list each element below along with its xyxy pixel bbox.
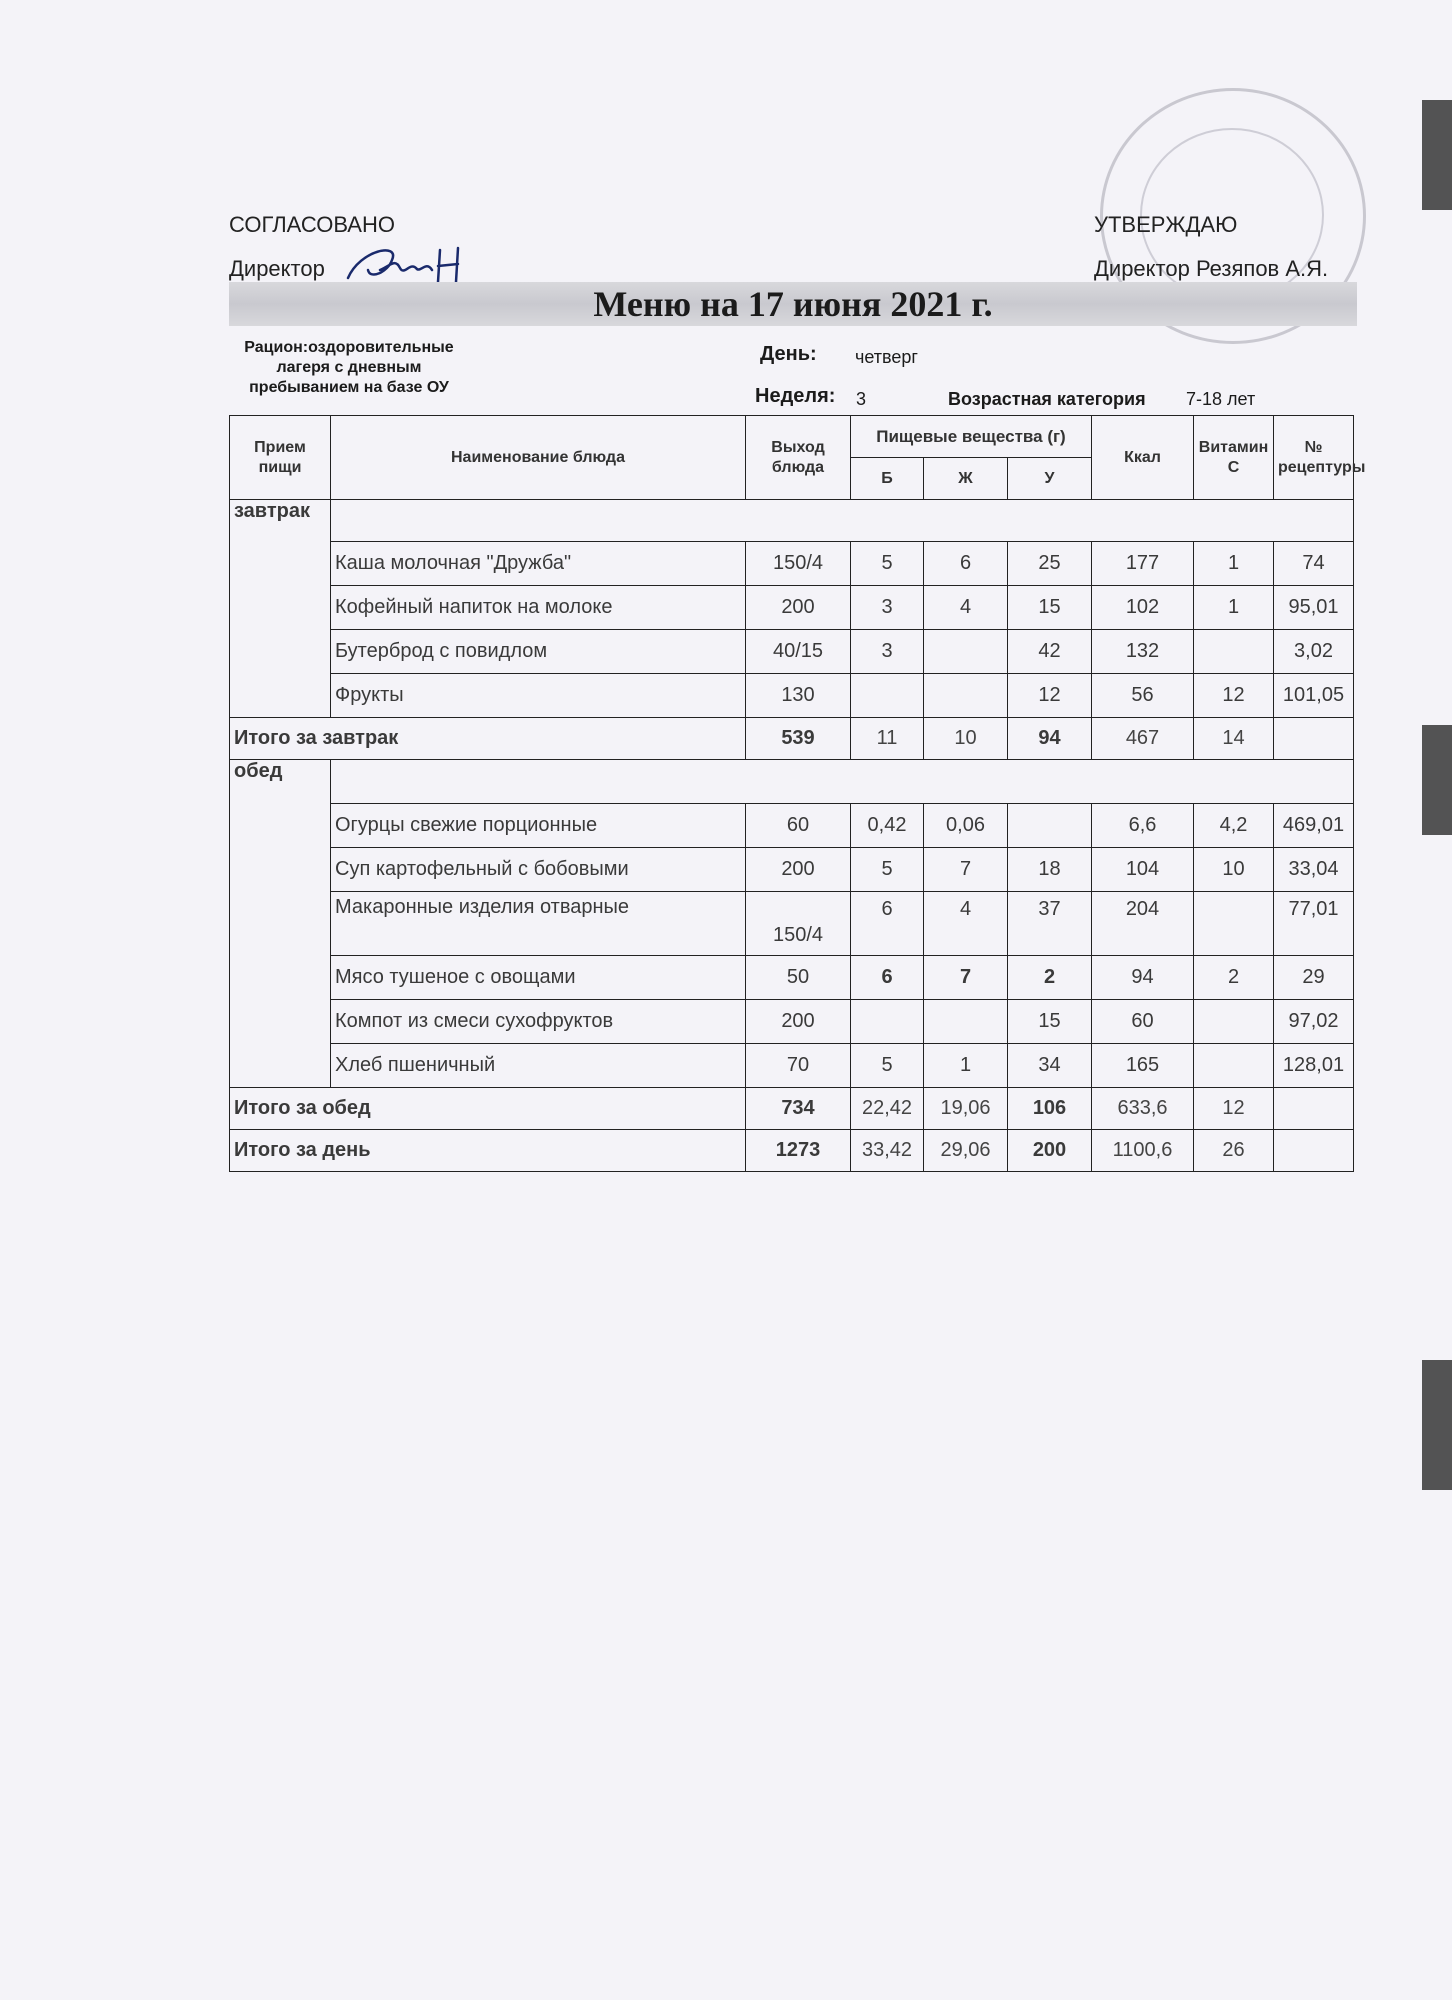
- fat-cell: 10: [924, 718, 1008, 760]
- age-category-value: 7-18 лет: [1186, 389, 1256, 409]
- yield-cell: 200: [746, 848, 851, 892]
- yield-cell: 50: [746, 956, 851, 1000]
- carb-cell: 94: [1008, 718, 1092, 760]
- vitc-cell: 4,2: [1194, 804, 1274, 848]
- recipe-cell: [1274, 1130, 1354, 1172]
- yield-cell: 70: [746, 1044, 851, 1088]
- col-vitc-header: Витамин С: [1194, 416, 1274, 500]
- protein-cell: 33,42: [851, 1130, 924, 1172]
- dish-name: Кофейный напиток на молоке: [331, 586, 746, 630]
- carb-cell: 37: [1008, 892, 1092, 956]
- table-row: [230, 848, 1354, 892]
- carb-cell: 15: [1008, 586, 1092, 630]
- yield-cell: 130: [746, 674, 851, 718]
- kcal-cell: 94: [1092, 956, 1194, 1000]
- yield-cell: 40/15: [746, 630, 851, 674]
- total-label: Итого за завтрак: [230, 718, 746, 760]
- recipe-cell: 101,05: [1274, 674, 1354, 718]
- vitc-cell: [1194, 892, 1274, 956]
- age-category-label: Возрастная категория: [948, 389, 1146, 409]
- recipe-cell: 3,02: [1274, 630, 1354, 674]
- recipe-cell: 469,01: [1274, 804, 1354, 848]
- kcal-cell: 56: [1092, 674, 1194, 718]
- protein-cell: 6: [851, 892, 924, 956]
- day-label: День:: [760, 343, 817, 365]
- fat-cell: [924, 674, 1008, 718]
- protein-cell: [851, 674, 924, 718]
- recipe-cell: 29: [1274, 956, 1354, 1000]
- protein-cell: 5: [851, 848, 924, 892]
- recipe-cell: 128,01: [1274, 1044, 1354, 1088]
- carb-cell: 106: [1008, 1088, 1092, 1130]
- kcal-cell: 165: [1092, 1044, 1194, 1088]
- dish-name: Фрукты: [331, 674, 746, 718]
- table-row: [230, 1044, 1354, 1088]
- recipe-cell: 33,04: [1274, 848, 1354, 892]
- table-row: [230, 586, 1354, 630]
- fat-cell: 19,06: [924, 1088, 1008, 1130]
- total-label: Итого за обед: [230, 1088, 746, 1130]
- protein-cell: 3: [851, 630, 924, 674]
- vitc-cell: 10: [1194, 848, 1274, 892]
- col-kcal-header: Ккал: [1092, 416, 1194, 500]
- day-value: четверг: [855, 347, 918, 367]
- kcal-cell: 633,6: [1092, 1088, 1194, 1130]
- col-recipe-header: № рецептуры: [1274, 416, 1354, 500]
- ration-line: пребыванием на базе ОУ: [249, 379, 449, 396]
- confirm-label: УТВЕРЖДАЮ: [1094, 212, 1238, 237]
- vitc-cell: [1194, 1000, 1274, 1044]
- vitc-cell: 12: [1194, 1088, 1274, 1130]
- kcal-cell: 177: [1092, 542, 1194, 586]
- table-row: [230, 630, 1354, 674]
- kcal-cell: 104: [1092, 848, 1194, 892]
- dish-name: Макаронные изделия отварные: [331, 892, 746, 956]
- fat-cell: 29,06: [924, 1130, 1008, 1172]
- yield-cell: 539: [746, 718, 851, 760]
- carb-cell: 42: [1008, 630, 1092, 674]
- dish-name: Огурцы свежие порционные: [331, 804, 746, 848]
- fat-cell: 4: [924, 586, 1008, 630]
- kcal-cell: 204: [1092, 892, 1194, 956]
- fat-cell: 0,06: [924, 804, 1008, 848]
- kcal-cell: 60: [1092, 1000, 1194, 1044]
- week-value: 3: [856, 389, 867, 409]
- breakfast-total-row: [230, 718, 1354, 760]
- recipe-cell: 77,01: [1274, 892, 1354, 956]
- recipe-cell: 97,02: [1274, 1000, 1354, 1044]
- yield-cell: 734: [746, 1088, 851, 1130]
- protein-cell: 3: [851, 586, 924, 630]
- table-row: [230, 542, 1354, 586]
- fat-cell: 4: [924, 892, 1008, 956]
- section-spacer: [331, 500, 1354, 542]
- recipe-cell: 95,01: [1274, 586, 1354, 630]
- total-label: Итого за день: [230, 1130, 746, 1172]
- carb-cell: 200: [1008, 1130, 1092, 1172]
- yield-cell: 150/4: [746, 542, 851, 586]
- kcal-cell: 102: [1092, 586, 1194, 630]
- yield-cell: 60: [746, 804, 851, 848]
- dish-name: Хлеб пшеничный: [331, 1044, 746, 1088]
- dish-name: Каша молочная "Дружба": [331, 542, 746, 586]
- col-meal-header: Прием пищи: [230, 416, 331, 500]
- carb-cell: 18: [1008, 848, 1092, 892]
- vitc-cell: 1: [1194, 542, 1274, 586]
- vitc-cell: 26: [1194, 1130, 1274, 1172]
- yield-cell: 150/4: [746, 892, 851, 956]
- dish-name: Компот из смеси сухофруктов: [331, 1000, 746, 1044]
- page-title: Меню на 17 июня 2021 г.: [229, 282, 1357, 326]
- protein-cell: [851, 1000, 924, 1044]
- kcal-cell: 467: [1092, 718, 1194, 760]
- fat-cell: 7: [924, 848, 1008, 892]
- ration-line: Рацион:оздоровительные: [244, 339, 454, 356]
- table-row: [230, 804, 1354, 848]
- scan-edge-mark: [1422, 100, 1452, 210]
- menu-table: [229, 415, 1366, 1172]
- protein-cell: 5: [851, 542, 924, 586]
- recipe-cell: 74: [1274, 542, 1354, 586]
- ration-line: лагеря с дневным: [276, 359, 422, 376]
- table-row: [230, 956, 1354, 1000]
- fat-cell: 1: [924, 1044, 1008, 1088]
- scan-edge-mark: [1422, 725, 1452, 835]
- col-yield-header: Выход блюда: [746, 416, 851, 500]
- kcal-cell: 6,6: [1092, 804, 1194, 848]
- protein-cell: 22,42: [851, 1088, 924, 1130]
- table-row: [230, 892, 1354, 956]
- col-dish-header: Наименование блюда: [331, 416, 746, 500]
- fat-cell: 7: [924, 956, 1008, 1000]
- protein-cell: 6: [851, 956, 924, 1000]
- fat-cell: [924, 630, 1008, 674]
- meal-lunch-label: обед: [230, 760, 331, 1088]
- yield-cell: 1273: [746, 1130, 851, 1172]
- col-zh-header: Ж: [924, 458, 1008, 500]
- col-u-header: У: [1008, 458, 1092, 500]
- carb-cell: [1008, 804, 1092, 848]
- dish-name: Мясо тушеное с овощами: [331, 956, 746, 1000]
- kcal-cell: 132: [1092, 630, 1194, 674]
- vitc-cell: [1194, 630, 1274, 674]
- protein-cell: 11: [851, 718, 924, 760]
- director-right-label: Директор Резяпов А.Я.: [1094, 256, 1329, 281]
- carb-cell: 25: [1008, 542, 1092, 586]
- table-row: [230, 674, 1354, 718]
- lunch-total-row: [230, 1088, 1354, 1130]
- carb-cell: 12: [1008, 674, 1092, 718]
- recipe-cell: [1274, 718, 1354, 760]
- carb-cell: 15: [1008, 1000, 1092, 1044]
- director-left-label: Директор: [229, 256, 325, 281]
- meal-breakfast-label: завтрак: [230, 500, 331, 718]
- vitc-cell: 12: [1194, 674, 1274, 718]
- yield-cell: 200: [746, 586, 851, 630]
- vitc-cell: 1: [1194, 586, 1274, 630]
- dish-name: Бутерброд с повидлом: [331, 630, 746, 674]
- ration-description: [229, 338, 469, 398]
- vitc-cell: 14: [1194, 718, 1274, 760]
- approved-label: СОГЛАСОВАНО: [229, 212, 395, 237]
- recipe-cell: [1274, 1088, 1354, 1130]
- carb-cell: 34: [1008, 1044, 1092, 1088]
- day-total-row: [230, 1130, 1354, 1172]
- col-nutrients-header: Пищевые вещества (г): [851, 416, 1092, 458]
- protein-cell: 0,42: [851, 804, 924, 848]
- kcal-cell: 1100,6: [1092, 1130, 1194, 1172]
- table-row: [230, 1000, 1354, 1044]
- vitc-cell: 2: [1194, 956, 1274, 1000]
- dish-name: Суп картофельный с бобовыми: [331, 848, 746, 892]
- fat-cell: [924, 1000, 1008, 1044]
- carb-cell: 2: [1008, 956, 1092, 1000]
- vitc-cell: [1194, 1044, 1274, 1088]
- protein-cell: 5: [851, 1044, 924, 1088]
- week-label: Неделя:: [755, 385, 836, 407]
- yield-cell: 200: [746, 1000, 851, 1044]
- scan-edge-mark: [1422, 1360, 1452, 1490]
- section-spacer: [331, 760, 1354, 804]
- fat-cell: 6: [924, 542, 1008, 586]
- col-b-header: Б: [851, 458, 924, 500]
